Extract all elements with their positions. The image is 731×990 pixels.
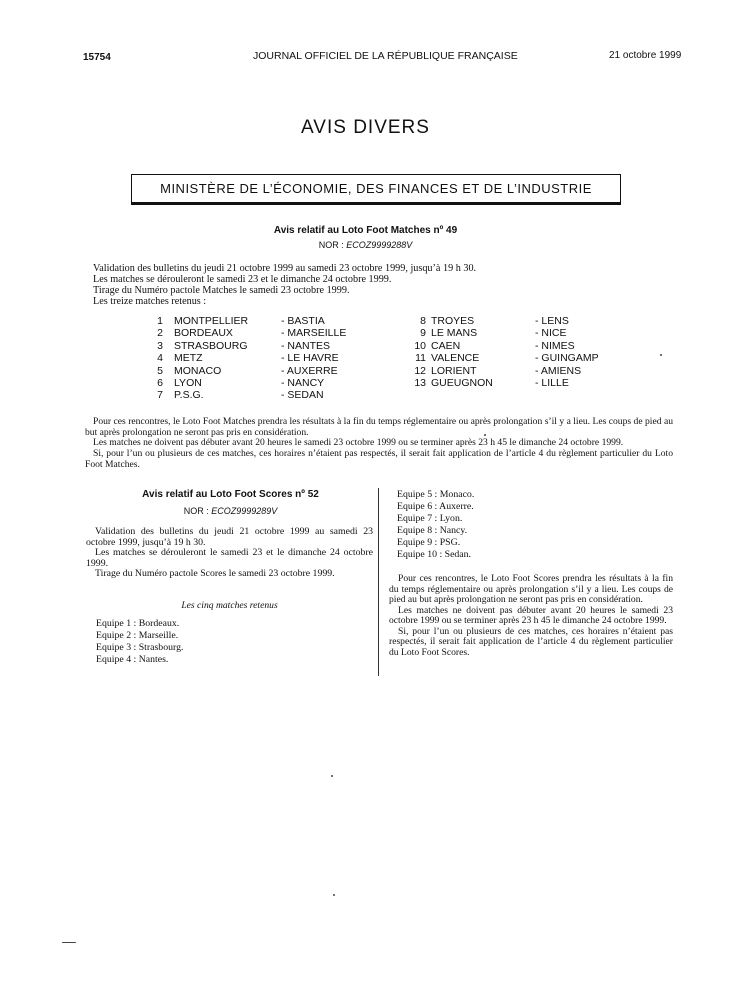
match-row [410,315,569,327]
section2-title: Avis relatif au Loto Foot Scores nº 52 [142,489,319,500]
team-item: Equipe 6 : Auxerre. [397,501,474,512]
match-away: - LILLE [535,376,569,389]
match-home: TROYES [431,315,475,327]
match-row [150,389,324,402]
rule-paragraph: Si, pour l’un ou plusieurs de ces matches, ces horaires n’étaient pas respectés, il serait fait application de l’article 4 du règlement particulier du Loto Foot Scores. [389,625,673,658]
match-number: 8 [420,315,426,327]
match-home: P.S.G. [174,389,204,402]
intro-line: Tirage du Numéro pactole Matches le samedi 23 octobre 1999. [93,285,350,296]
match-away: - SEDAN [281,389,324,402]
match-away: - NIMES [535,339,575,352]
match-home: BORDEAUX [174,327,233,340]
match-row [150,327,347,340]
match-away: - BASTIA [281,315,325,327]
ministry-title: MINISTÈRE DE L’ÉCONOMIE, DES FINANCES ET DE L’INDUSTRIE [160,181,592,196]
match-row [150,364,338,377]
match-row [150,376,325,389]
team-item: Equipe 10 : Sedan. [397,549,472,560]
section1-title: Avis relatif au Loto Foot Matches nº 49 [273,225,458,236]
match-home: MONTPELLIER [174,315,249,327]
match-away: - LENS [535,315,569,327]
match-number: 1 [157,315,163,327]
section1-rules [85,417,673,471]
match-away: - LE HAVRE [281,352,339,365]
match-home: STRASBOURG [174,339,248,352]
match-number: 7 [157,389,163,402]
match-number: 13 [414,376,426,389]
match-number: 2 [157,327,163,340]
match-row [410,339,575,352]
intro-paragraph: Validation des bulletins du jeudi 21 octobre 1999 au samedi 23 octobre 1999, jusqu’à 19 h 30. [86,526,373,548]
rule-paragraph: Les matches ne doivent pas débuter avant 20 heures le samedi 23 octobre 1999 ou se terminer après 23 h 45 le dimanche 24 octobre 1999. [389,604,673,626]
team-item: Equipe 9 : PSG. [397,537,461,548]
match-home: LORIENT [431,364,477,377]
match-row [410,327,567,340]
match-row [410,376,569,389]
matches-list-right [410,315,599,389]
intro-line: Les matches se dérouleront le samedi 23 et le dimanche 24 octobre 1999. [93,274,392,285]
scan-speck [331,775,333,777]
nor-code: ECOZ9999288V [346,240,413,250]
team-item: Equipe 3 : Strasbourg. [96,642,184,653]
issue-date: 21 octobre 1999 [609,50,682,61]
match-away: - AMIENS [535,364,582,377]
section2-subtitle: Les cinq matches retenus [181,600,278,611]
rule-paragraph: Pour ces rencontres, le Loto Foot Matches prendra les résultats à la fin du temps réglementaire ou après prolongation s’il y a lieu. Les coups de pied au but après prolongation ne seront pas pris en considération. [85,416,673,438]
match-number: 4 [157,352,163,365]
team-item: Equipe 2 : Marseille. [96,630,179,641]
match-away: - AUXERRE [281,364,338,377]
match-away: - NANTES [281,339,331,352]
nor-label: NOR : [183,506,209,516]
match-home: LYON [174,376,202,389]
page-number: 15754 [83,52,111,63]
team-item: Equipe 4 : Nantes. [96,654,169,665]
match-number: 12 [414,364,426,377]
match-home: MONACO [174,364,222,377]
matches-list-left [150,315,347,402]
scan-speck [660,354,662,356]
match-away: - MARSEILLE [281,327,347,340]
intro-line: Validation des bulletins du jeudi 21 octobre 1999 au samedi 23 octobre 1999, jusqu’à 19 h 30. [93,263,477,274]
teams-list-right [397,489,474,561]
section1-intro [93,263,476,307]
match-row [150,315,325,327]
rule-paragraph: Si, pour l’un ou plusieurs de ces matches, ces horaires n’étaient pas respectés, il serait fait application de l’article 4 du règlement particulier du Loto Foot Matches. [85,448,673,470]
match-row [410,352,599,365]
team-item: Equipe 1 : Bordeaux. [96,618,180,629]
scan-speck [62,942,76,943]
team-item: Equipe 7 : Lyon. [397,513,463,524]
intro-paragraph: Tirage du Numéro pactole Scores le samedi 23 octobre 1999. [95,568,335,580]
rule-paragraph: Les matches ne doivent pas débuter avant 20 heures le samedi 23 octobre 1999 ou se terminer après 23 h 45 le dimanche 24 octobre 1999. [93,437,624,449]
ministry-banner [131,174,621,203]
journal-title: JOURNAL OFFICIEL DE LA RÉPUBLIQUE FRANÇAISE [253,50,518,62]
match-row [150,352,339,365]
scan-speck [484,434,486,436]
match-away: - GUINGAMP [535,352,599,365]
match-row [410,364,582,377]
rule-paragraph: Pour ces rencontres, le Loto Foot Scores prendra les résultats à la fin du temps réglementaire ou après prolongation s’il y a lieu. Les coups de pied au but après prolongation ne seront pas pris en considération. [389,573,673,605]
match-number: 11 [415,352,426,365]
match-row [150,339,331,352]
nor-label: NOR : [318,240,344,250]
match-number: 3 [157,339,163,352]
nor-code: ECOZ9999289V [211,506,278,516]
intro-paragraph: Les matches se dérouleront le samedi 23 et le dimanche 24 octobre 1999. [86,547,373,569]
team-item: Equipe 5 : Monaco. [397,489,475,500]
scan-speck [333,894,335,896]
match-away: - NANCY [281,376,325,389]
match-home: LE MANS [431,327,478,340]
match-away: - NICE [535,327,567,340]
team-item: Equipe 8 : Nancy. [397,525,468,536]
column-divider [378,488,379,676]
match-number: 9 [420,327,426,340]
match-number: 6 [157,376,163,389]
match-home: GUEUGNON [431,376,493,389]
section2-intro [86,527,373,580]
teams-list-left [96,618,183,666]
intro-line: Les treize matches retenus : [93,296,207,307]
main-title: AVIS DIVERS [301,117,430,138]
section2-nor [88,506,373,516]
section1-nor [0,240,731,250]
match-number: 5 [157,364,163,377]
match-home: METZ [174,352,203,365]
match-number: 10 [414,339,426,352]
match-home: VALENCE [431,352,480,365]
match-home: CAEN [431,339,461,352]
section2-rules [389,574,673,658]
